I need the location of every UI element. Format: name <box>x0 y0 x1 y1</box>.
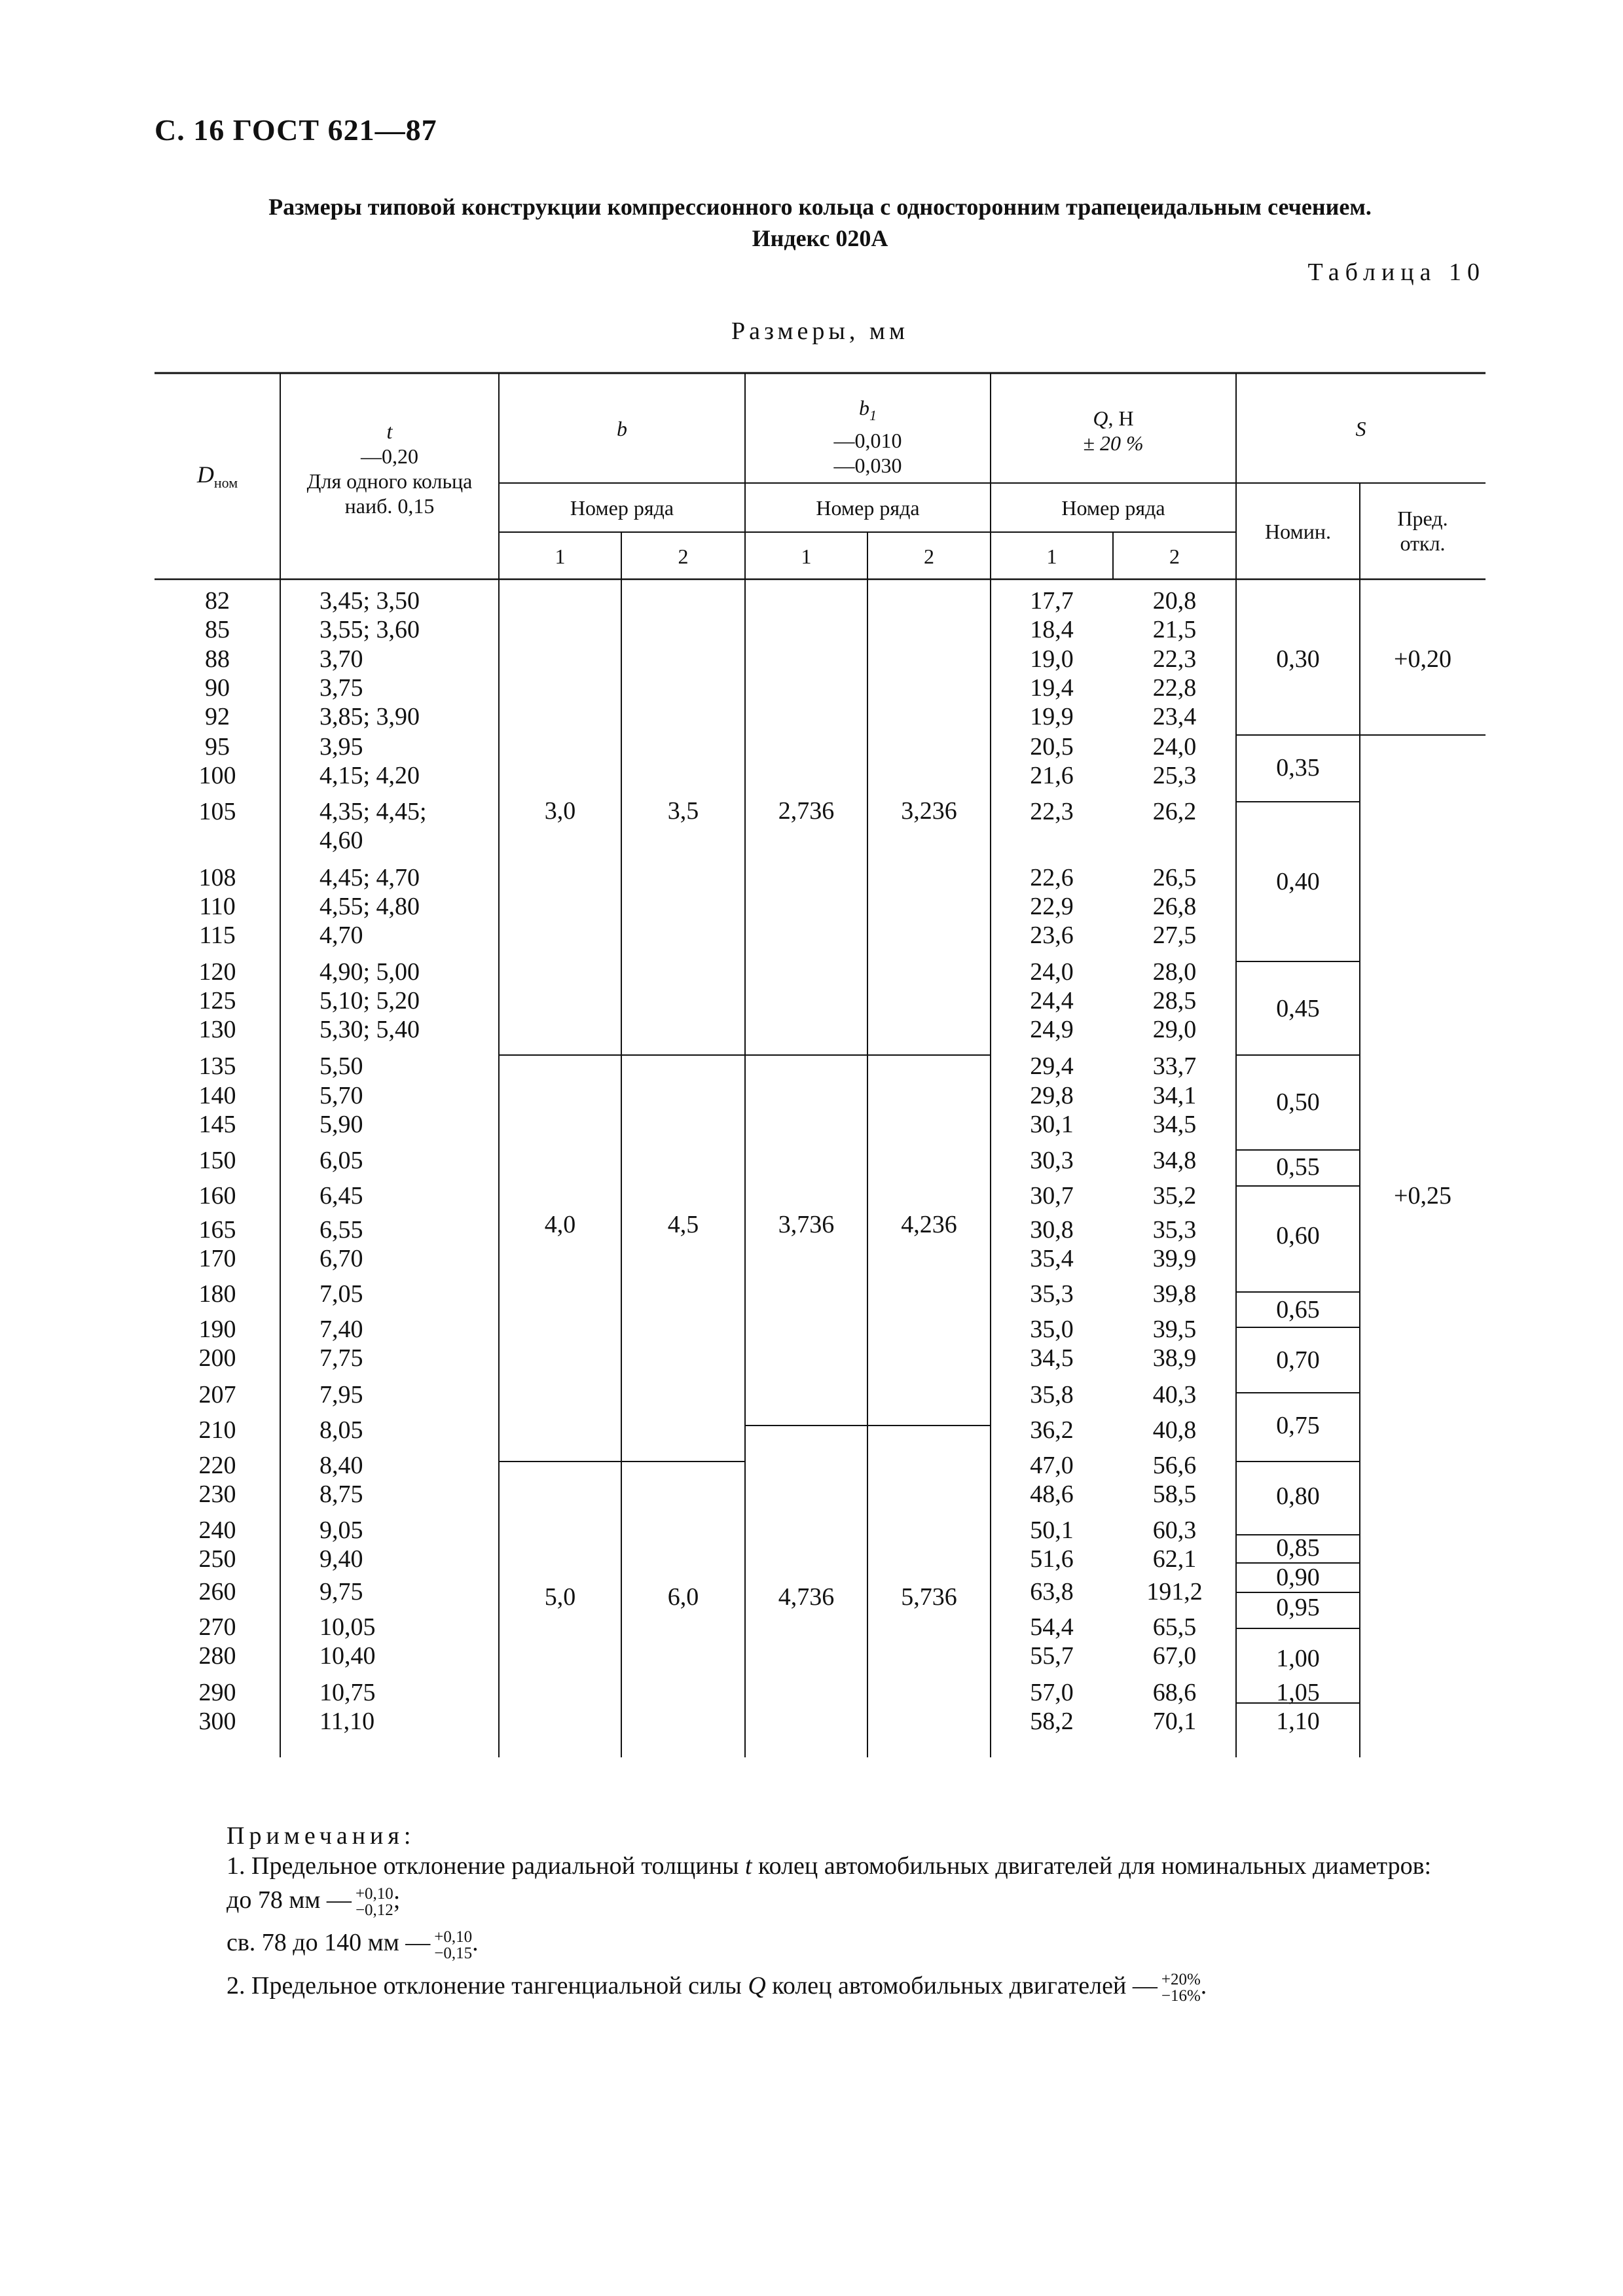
d-nom-cell: 135 <box>198 1052 236 1080</box>
t-cell: 6,70 <box>319 1245 363 1272</box>
t-cell-continuation: 4,60 <box>319 827 363 854</box>
q2-cell: 34,1 <box>1152 1082 1197 1109</box>
d-nom-cell: 150 <box>198 1147 236 1174</box>
q1-cell: 22,9 <box>1030 893 1074 920</box>
q2-cell: 33,7 <box>1152 1052 1197 1080</box>
q1-cell: 29,8 <box>1030 1082 1074 1109</box>
notes <box>155 1821 1486 2004</box>
b1-row1-cell: 4,736 <box>778 1583 835 1611</box>
header-q-tolerance: ± 20 % <box>1083 431 1144 455</box>
header-q-unit: , Н <box>1108 406 1134 430</box>
document-title-line-2: Индекс 020А <box>752 225 888 251</box>
header-t-tolerance: —0,20 <box>361 444 418 468</box>
header-t-symbol: t <box>386 420 393 443</box>
header-q-row-1: 1 <box>1046 545 1057 568</box>
q1-cell: 35,0 <box>1030 1316 1074 1343</box>
d-nom-cell: 200 <box>198 1344 236 1372</box>
d-nom-cell: 90 <box>205 674 230 702</box>
q2-cell: 22,3 <box>1152 645 1197 673</box>
q2-cell: 39,5 <box>1152 1316 1197 1343</box>
t-cell: 4,55; 4,80 <box>319 893 420 920</box>
header-b1-row-2: 2 <box>924 545 934 568</box>
d-nom-cell: 300 <box>198 1708 236 1735</box>
t-cell: 7,75 <box>319 1344 363 1372</box>
q2-cell: 28,5 <box>1152 987 1197 1014</box>
d-nom-cell: 145 <box>198 1111 236 1138</box>
s-nominal-cell: 0,35 <box>1276 754 1320 781</box>
d-nom-cell: 110 <box>199 893 236 920</box>
t-cell: 8,75 <box>319 1480 363 1508</box>
q1-cell: 23,6 <box>1030 922 1074 949</box>
header-s: S <box>1355 417 1366 440</box>
s-nominal-cell: 1,00 <box>1276 1645 1320 1672</box>
t-cell: 3,70 <box>319 645 363 673</box>
page-header: С. 16 ГОСТ 621—87 <box>155 113 437 147</box>
b1-row2-cell: 3,236 <box>901 797 957 825</box>
tolerance-fraction: +20% −16% <box>1161 1970 1201 2005</box>
q2-cell: 70,1 <box>1152 1708 1197 1735</box>
b-row2-cell: 6,0 <box>667 1583 699 1611</box>
t-cell: 8,05 <box>319 1416 363 1444</box>
header-b1-row-group: Номер ряда <box>816 496 920 520</box>
q1-cell: 22,3 <box>1030 798 1074 825</box>
q1-cell: 21,6 <box>1030 762 1074 789</box>
q1-cell: 19,9 <box>1030 703 1074 730</box>
t-cell: 8,40 <box>319 1452 363 1479</box>
d-nom-cell: 190 <box>198 1316 236 1343</box>
q2-cell: 35,3 <box>1152 1216 1197 1244</box>
q1-cell: 34,5 <box>1030 1344 1074 1372</box>
q1-cell: 30,7 <box>1030 1182 1074 1210</box>
b-row1-cell: 4,0 <box>544 1211 576 1238</box>
header-b: b <box>617 417 627 440</box>
s-nominal-cell: 0,60 <box>1276 1222 1320 1249</box>
t-cell: 10,40 <box>319 1642 376 1670</box>
d-nom-cell: 260 <box>198 1578 236 1605</box>
q1-cell: 24,9 <box>1030 1016 1074 1043</box>
t-cell: 11,10 <box>319 1708 375 1735</box>
q2-cell: 21,5 <box>1152 616 1197 643</box>
q2-cell: 34,5 <box>1152 1111 1197 1138</box>
header-s-deviation-2: откл. <box>1400 531 1446 555</box>
b-row2-cell: 4,5 <box>667 1211 699 1238</box>
t-cell: 4,35; 4,45; <box>319 798 427 825</box>
q1-cell: 47,0 <box>1030 1452 1074 1479</box>
header-b1 <box>745 395 991 478</box>
header-s-nominal: Номин. <box>1265 520 1331 543</box>
q2-cell: 40,8 <box>1152 1416 1197 1444</box>
t-cell: 7,40 <box>319 1316 363 1343</box>
document-title-line-1: Размеры типовой конструкции компрессионного кольца с односторонним трапецеидальным сечением. <box>268 194 1372 220</box>
q2-cell: 38,9 <box>1152 1344 1197 1372</box>
d-nom-cell: 160 <box>198 1182 236 1210</box>
header-t-note-2: наиб. 0,15 <box>344 494 435 518</box>
q2-cell: 62,1 <box>1152 1545 1197 1573</box>
header-b-row-group: Номер ряда <box>570 496 674 520</box>
q1-cell: 19,4 <box>1030 674 1074 702</box>
header-b-row-1: 1 <box>555 545 566 568</box>
t-cell: 7,95 <box>319 1381 363 1408</box>
q2-cell: 67,0 <box>1152 1642 1197 1670</box>
d-nom-cell: 88 <box>205 645 230 673</box>
d-nom-cell: 125 <box>198 987 236 1014</box>
q1-cell: 20,5 <box>1030 733 1074 761</box>
q2-cell: 20,8 <box>1152 587 1197 615</box>
header-s-deviation-1: Пред. <box>1397 507 1448 530</box>
header-b1-row-1: 1 <box>801 545 812 568</box>
t-cell: 9,40 <box>319 1545 363 1573</box>
q1-cell: 48,6 <box>1030 1480 1074 1508</box>
q1-cell: 19,0 <box>1030 645 1074 673</box>
b1-row2-cell: 5,736 <box>901 1583 957 1611</box>
q1-cell: 50,1 <box>1030 1516 1074 1544</box>
s-deviation-cell: +0,25 <box>1394 1182 1451 1210</box>
q1-cell: 29,4 <box>1030 1052 1074 1080</box>
s-nominal-cell: 0,85 <box>1276 1534 1320 1562</box>
header-q-row-group: Номер ряда <box>1061 496 1165 520</box>
b1-row2-cell: 4,236 <box>901 1211 957 1238</box>
d-nom-cell: 100 <box>198 762 236 789</box>
s-nominal-cell: 0,65 <box>1276 1296 1320 1323</box>
d-nom-cell: 170 <box>198 1245 236 1272</box>
t-cell: 9,75 <box>319 1578 363 1605</box>
q2-cell: 40,3 <box>1152 1381 1197 1408</box>
t-cell: 6,55 <box>319 1216 363 1244</box>
t-cell: 4,15; 4,20 <box>319 762 420 789</box>
q1-cell: 55,7 <box>1030 1642 1074 1670</box>
q2-cell: 26,2 <box>1152 798 1197 825</box>
d-nom-cell: 270 <box>198 1613 236 1641</box>
t-cell: 5,70 <box>319 1082 363 1109</box>
header-d-subscript: ном <box>213 475 238 491</box>
q1-cell: 51,6 <box>1030 1545 1074 1573</box>
q2-cell: 27,5 <box>1152 922 1197 949</box>
q1-cell: 18,4 <box>1030 616 1074 643</box>
q1-cell: 35,3 <box>1030 1280 1074 1308</box>
t-cell: 4,90; 5,00 <box>319 958 420 986</box>
q2-cell: 56,6 <box>1152 1452 1197 1479</box>
header-d-symbol: D <box>196 461 214 488</box>
d-nom-cell: 108 <box>198 864 236 891</box>
q1-cell: 24,0 <box>1030 958 1074 986</box>
b1-row1-cell: 2,736 <box>778 797 835 825</box>
d-nom-cell: 180 <box>198 1280 236 1308</box>
s-nominal-cell: 1,10 <box>1276 1708 1320 1735</box>
header-b1-tolerance-1: —0,010 <box>833 429 902 452</box>
q1-cell: 30,1 <box>1030 1111 1074 1138</box>
s-nominal-cell: 0,40 <box>1276 868 1320 895</box>
q1-cell: 24,4 <box>1030 987 1074 1014</box>
s-nominal-cell: 1,05 <box>1276 1679 1320 1706</box>
header-b1-symbol: b <box>859 396 869 420</box>
q1-cell: 22,6 <box>1030 864 1074 891</box>
q1-cell: 63,8 <box>1030 1578 1074 1605</box>
d-nom-cell: 115 <box>199 922 236 949</box>
d-nom-cell: 230 <box>198 1480 236 1508</box>
q2-cell: 34,8 <box>1152 1147 1197 1174</box>
d-nom-cell: 165 <box>198 1216 236 1244</box>
q2-cell: 39,9 <box>1152 1245 1197 1272</box>
q2-cell: 24,0 <box>1152 733 1197 761</box>
d-nom-cell: 140 <box>198 1082 236 1109</box>
t-cell: 10,75 <box>319 1679 376 1706</box>
b-row1-cell: 5,0 <box>544 1583 576 1611</box>
table-number-label: Таблица 10 <box>1307 259 1486 286</box>
s-deviation-cell: +0,20 <box>1394 645 1451 673</box>
t-cell: 3,75 <box>319 674 363 702</box>
t-cell: 5,90 <box>319 1111 363 1138</box>
q2-cell: 28,0 <box>1152 958 1197 986</box>
t-cell: 5,50 <box>319 1052 363 1080</box>
s-nominal-cell: 0,30 <box>1276 645 1320 673</box>
t-cell: 3,85; 3,90 <box>319 703 420 730</box>
tolerance-fraction: +0,10 −0,15 <box>434 1928 473 1962</box>
note-1-line-1: до 78 мм — +0,10 −0,12 ; <box>227 1885 401 1920</box>
s-nominal-cell: 0,95 <box>1276 1594 1320 1621</box>
b1-row1-cell: 3,736 <box>778 1211 835 1238</box>
header-b1-tolerance-2: —0,030 <box>833 454 902 477</box>
q2-cell: 23,4 <box>1152 703 1197 730</box>
d-nom-cell: 85 <box>205 616 230 643</box>
s-nominal-cell: 0,50 <box>1276 1088 1320 1116</box>
note-2: 2. Предельное отклонение тангенциальной силы Q колец автомобильных двигателей — +20% −16% . <box>227 1970 1207 2005</box>
d-nom-cell: 92 <box>205 703 230 730</box>
q1-cell: 36,2 <box>1030 1416 1074 1444</box>
t-cell: 4,70 <box>319 922 363 949</box>
q2-cell: 58,5 <box>1152 1480 1197 1508</box>
s-nominal-cell: 0,75 <box>1276 1412 1320 1439</box>
q2-cell: 60,3 <box>1152 1516 1197 1544</box>
q2-cell: 26,5 <box>1152 864 1197 891</box>
q1-cell: 35,8 <box>1030 1381 1074 1408</box>
header-q <box>991 406 1236 456</box>
t-cell: 3,55; 3,60 <box>319 616 420 643</box>
q1-cell: 30,8 <box>1030 1216 1074 1244</box>
q2-cell: 25,3 <box>1152 762 1197 789</box>
d-nom-cell: 207 <box>198 1381 236 1408</box>
d-nom-cell: 105 <box>198 798 236 825</box>
s-nominal-cell: 0,90 <box>1276 1564 1320 1591</box>
d-nom-cell: 220 <box>198 1452 236 1479</box>
d-nom-cell: 120 <box>198 958 236 986</box>
q1-cell: 57,0 <box>1030 1679 1074 1706</box>
b-row2-cell: 3,5 <box>667 797 699 825</box>
d-nom-cell: 130 <box>198 1016 236 1043</box>
d-nom-cell: 240 <box>198 1516 236 1544</box>
b-row1-cell: 3,0 <box>544 797 576 825</box>
header-t-note-1: Для одного кольца <box>306 469 473 493</box>
q2-cell: 39,8 <box>1152 1280 1197 1308</box>
tolerance-fraction: +0,10 −0,12 <box>355 1885 393 1920</box>
t-cell: 10,05 <box>319 1613 376 1641</box>
notes-title: Примечания: <box>227 1822 416 1850</box>
q2-cell: 191,2 <box>1146 1578 1203 1605</box>
s-nominal-cell: 0,45 <box>1276 995 1320 1022</box>
header-q-symbol: Q <box>1093 406 1108 430</box>
q2-cell: 65,5 <box>1152 1613 1197 1641</box>
q2-cell: 22,8 <box>1152 674 1197 702</box>
q1-cell: 30,3 <box>1030 1147 1074 1174</box>
d-nom-cell: 250 <box>198 1545 236 1573</box>
header-d-nom <box>155 462 280 495</box>
header-q-row-2: 2 <box>1169 545 1180 568</box>
t-cell: 5,10; 5,20 <box>319 987 420 1014</box>
d-nom-cell: 290 <box>198 1679 236 1706</box>
q1-cell: 58,2 <box>1030 1708 1074 1735</box>
t-cell: 9,05 <box>319 1516 363 1544</box>
q1-cell: 35,4 <box>1030 1245 1074 1272</box>
q2-cell: 29,0 <box>1152 1016 1197 1043</box>
s-nominal-cell: 0,70 <box>1276 1346 1320 1374</box>
header-t <box>280 419 499 518</box>
t-cell: 5,30; 5,40 <box>319 1016 420 1043</box>
units-label: Размеры, мм <box>731 317 909 345</box>
header-b1-subscript: 1 <box>869 407 877 423</box>
t-cell: 7,05 <box>319 1280 363 1308</box>
q1-cell: 54,4 <box>1030 1613 1074 1641</box>
t-cell: 6,45 <box>319 1182 363 1210</box>
t-cell: 3,95 <box>319 733 363 761</box>
t-cell: 3,45; 3,50 <box>319 587 420 615</box>
d-nom-cell: 280 <box>198 1642 236 1670</box>
note-1: 1. Предельное отклонение радиальной толщины t колец автомобильных двигателей для номинальных диаметров: <box>227 1852 1432 1880</box>
d-nom-cell: 95 <box>205 733 230 761</box>
s-nominal-cell: 0,80 <box>1276 1482 1320 1510</box>
q2-cell: 26,8 <box>1152 893 1197 920</box>
t-cell: 4,45; 4,70 <box>319 864 420 891</box>
header-s-deviation <box>1360 506 1486 556</box>
s-nominal-cell: 0,55 <box>1276 1153 1320 1181</box>
note-1-line-2: св. 78 до 140 мм — +0,10 −0,15 . <box>227 1928 479 1962</box>
q2-cell: 68,6 <box>1152 1679 1197 1706</box>
header-b-row-2: 2 <box>678 545 689 568</box>
q1-cell: 17,7 <box>1030 587 1074 615</box>
d-nom-cell: 82 <box>205 587 230 615</box>
t-cell: 6,05 <box>319 1147 363 1174</box>
q2-cell: 35,2 <box>1152 1182 1197 1210</box>
d-nom-cell: 210 <box>198 1416 236 1444</box>
